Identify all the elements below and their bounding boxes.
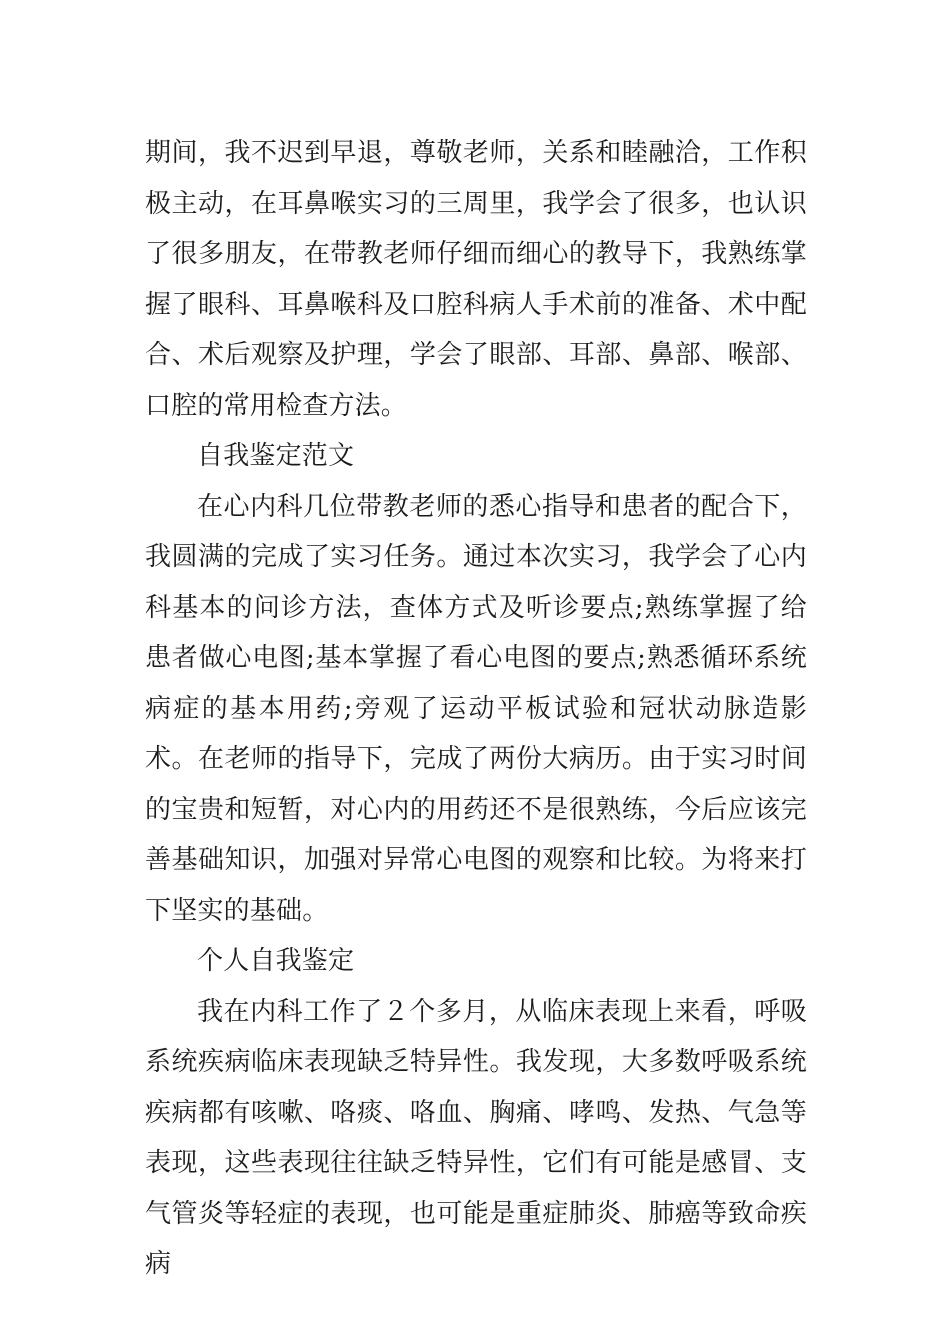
section-heading-self-appraisal-sample: 自我鉴定范文 (197, 441, 355, 471)
section-heading-personal-self-appraisal: 个人自我鉴定 (197, 946, 355, 976)
paragraph-continuation: 期间，我不迟到早退，尊敬老师，关系和睦融洽，工作积极主动，在耳鼻喉实习的三周里，我学会了很多，也认识了很多朋友，在带教老师仔细而细心的教导下，我熟练掌握了眼科、耳鼻喉科及口腔科病人手术前的准备、术中配合、术后观察及护理，学会了眼部、耳部、鼻部、喉部、口腔的常用检查方法。 (145, 138, 807, 421)
paragraph-internal-medicine: 我在内科工作了２个多月，从临床表现上来看，呼吸系统疾病临床表现缺乏特异性。我发现，大多数呼吸系统疾病都有咳嗽、咯痰、咯血、胸痛、哮鸣、发热、气急等表现，这些表现往往缺乏特异性，它们有可能是感冒、支气管炎等轻症的表现，也可能是重症肺炎、肺癌等致命疾病 (145, 996, 807, 1279)
paragraph-cardiology: 在心内科几位带教老师的悉心指导和患者的配合下，我圆满的完成了实习任务。通过本次实习，我学会了心内科基本的问诊方法，查体方式及听诊要点;熟练掌握了给患者做心电图;基本掌握了看心电图的要点;熟悉循环系统病症的基本用药;旁观了运动平板试验和冠状动脉造影术。在老师的指导下，完成了两份大病历。由于实习时间的宝贵和短暂，对心内的用药还不是很熟练，今后应该完善基础知识，加强对异常心电图的观察和比较。为将来打下坚实的基础。 (145, 491, 807, 926)
document-body (145, 128, 807, 1290)
